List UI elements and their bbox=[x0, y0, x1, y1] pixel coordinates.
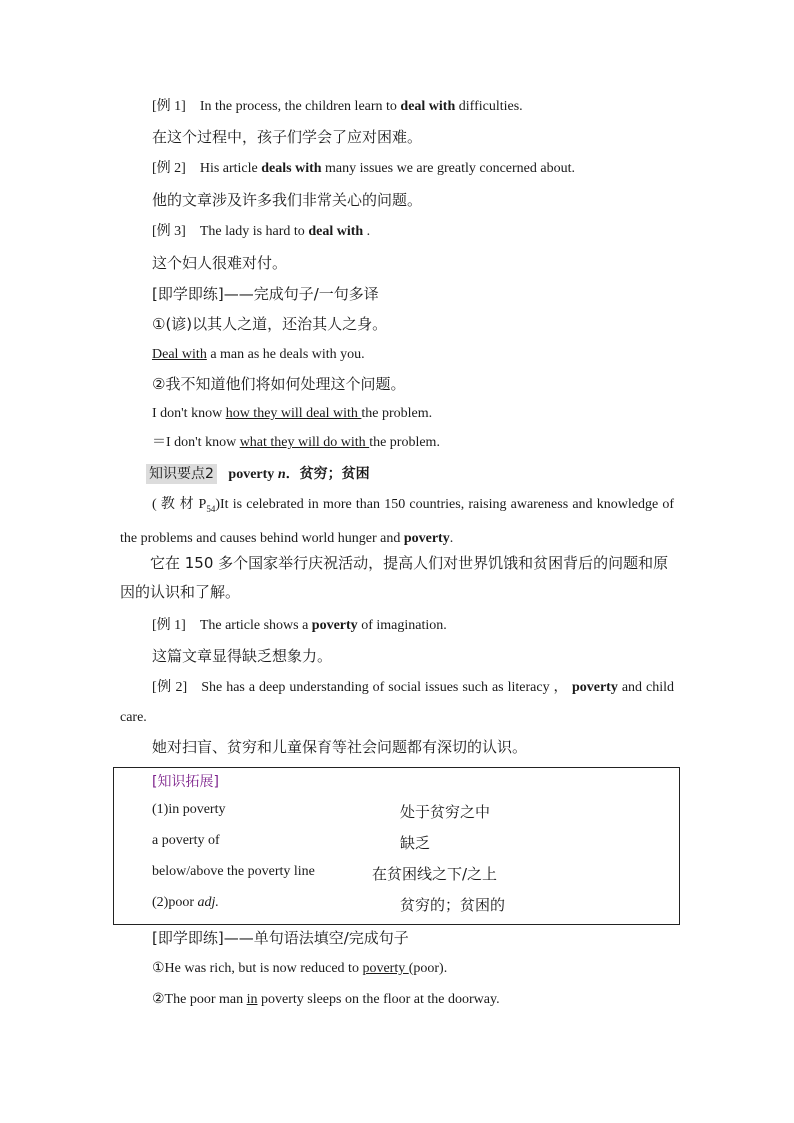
part-of-speech: adj. bbox=[197, 895, 219, 910]
example-3-en bbox=[152, 222, 370, 242]
textbook-paragraph bbox=[120, 490, 674, 554]
example-2-en bbox=[152, 159, 575, 179]
text-run: difficulties. bbox=[455, 99, 523, 114]
page-subscript: 54 bbox=[206, 503, 216, 514]
extension-title: [知识拓展] bbox=[152, 774, 219, 790]
text-run: and child care. bbox=[120, 680, 674, 725]
example-1-en bbox=[152, 97, 523, 117]
example-label: [例 2] bbox=[152, 680, 188, 695]
answer-blank: Deal with bbox=[152, 347, 207, 362]
text-run: poverty sleeps on the floor at the doorway. bbox=[257, 992, 500, 1007]
extension-row-4-en bbox=[152, 895, 219, 911]
answer-blank: poverty bbox=[362, 961, 409, 976]
example-label: [例 1] bbox=[152, 99, 186, 114]
text-run: ( 教 材 P bbox=[152, 497, 207, 512]
keyword: poverty bbox=[571, 680, 618, 695]
headword-meaning: ．贫穷；贫困 bbox=[285, 466, 370, 482]
example-2-zh: 他的文章涉及许多我们非常关心的问题。 bbox=[152, 191, 423, 209]
example-1-zh: 在这个过程中，孩子们学会了应对困难。 bbox=[152, 128, 423, 146]
extension-row-2-zh: 缺乏 bbox=[400, 834, 431, 852]
extension-row-2-en: a poverty of bbox=[152, 833, 220, 848]
text-run: His article bbox=[199, 161, 262, 176]
textbook-translation: 它在 150 多个国家举行庆祝活动，提高人们对世界饥饿和贫困背后的问题和原因的认识和了解。 bbox=[120, 554, 669, 601]
practice-2-q1 bbox=[152, 959, 447, 979]
text-run: (poor). bbox=[408, 961, 448, 976]
example-label: [例 1] bbox=[152, 618, 186, 633]
answer-blank: in bbox=[246, 992, 258, 1007]
example-label: [例 3] bbox=[152, 224, 186, 239]
text-run: . bbox=[449, 530, 454, 546]
knowledge-point-2-heading bbox=[146, 464, 370, 485]
poverty-example-1-en bbox=[152, 616, 447, 636]
example-3-zh: 这个妇人很难对付。 bbox=[152, 254, 288, 272]
example-label: [例 2] bbox=[152, 161, 186, 176]
text-run: )It is celebrated in more than 150 countries, raising awareness and knowledge of the problems and causes behind world hunger and bbox=[120, 497, 674, 546]
text-run: She has a deep understanding of social issues such as literacy ， bbox=[201, 680, 572, 695]
text-run: the problem. bbox=[369, 435, 440, 450]
text-run: In the process, the children learn to bbox=[199, 99, 401, 114]
text-run: . bbox=[363, 224, 371, 239]
extension-row-1-zh: 处于贫穷之中 bbox=[400, 803, 491, 821]
text-run: many issues we are greatly concerned about. bbox=[321, 161, 576, 176]
poverty-example-2-en bbox=[120, 673, 674, 733]
knowledge-extension-box bbox=[113, 767, 680, 925]
text-run: ＝I don't know bbox=[152, 435, 240, 450]
text-run: ①He was rich, but is now reduced to bbox=[152, 961, 363, 976]
keyword: poverty bbox=[311, 618, 358, 633]
text-run: The article shows a bbox=[199, 618, 312, 633]
keyword: deals with bbox=[261, 161, 322, 176]
extension-row-3-en: below/above the poverty line bbox=[152, 864, 315, 879]
headword: poverty bbox=[228, 467, 275, 482]
poverty-example-1-zh: 这篇文章显得缺乏想象力。 bbox=[152, 647, 333, 665]
text-run: (2)poor bbox=[152, 895, 198, 910]
extension-row-4-zh: 贫穷的；贫困的 bbox=[400, 896, 506, 914]
text-run: the problem. bbox=[361, 406, 433, 421]
knowledge-point-tag: 知识要点2 bbox=[146, 464, 217, 484]
answer-blank: how they will deal with bbox=[225, 406, 362, 421]
text-run: The lady is hard to bbox=[199, 224, 309, 239]
keyword: deal with bbox=[308, 224, 364, 239]
part-of-speech: n bbox=[277, 467, 286, 482]
practice-1-q1-en bbox=[152, 345, 365, 365]
practice-1-q1-zh: ①(谚)以其人之道，还治其人之身。 bbox=[152, 315, 388, 333]
text-run: of imagination. bbox=[357, 618, 447, 633]
text-run: I don't know bbox=[152, 406, 226, 421]
extension-row-1-en: (1)in poverty bbox=[152, 802, 226, 817]
answer-blank: what they will do with bbox=[239, 435, 370, 450]
poverty-example-2-zh: 她对扫盲、贫穷和儿童保育等社会问题都有深切的认识。 bbox=[152, 738, 528, 756]
keyword: deal with bbox=[400, 99, 456, 114]
practice-1-title: [即学即练]——完成句子/一句多译 bbox=[152, 285, 379, 303]
practice-1-q3-en bbox=[152, 433, 440, 453]
practice-1-q2-en bbox=[152, 404, 432, 424]
extension-row-3-zh: 在贫困线之下/之上 bbox=[372, 865, 498, 883]
text-run: ②The poor man bbox=[152, 992, 247, 1007]
practice-2-q2 bbox=[152, 990, 500, 1010]
practice-1-q2-zh: ②我不知道他们将如何处理这个问题。 bbox=[152, 375, 406, 393]
practice-2-title: [即学即练]——单句语法填空/完成句子 bbox=[152, 929, 409, 947]
text-run: a man as he deals with you. bbox=[206, 347, 365, 362]
keyword: poverty bbox=[403, 530, 450, 546]
